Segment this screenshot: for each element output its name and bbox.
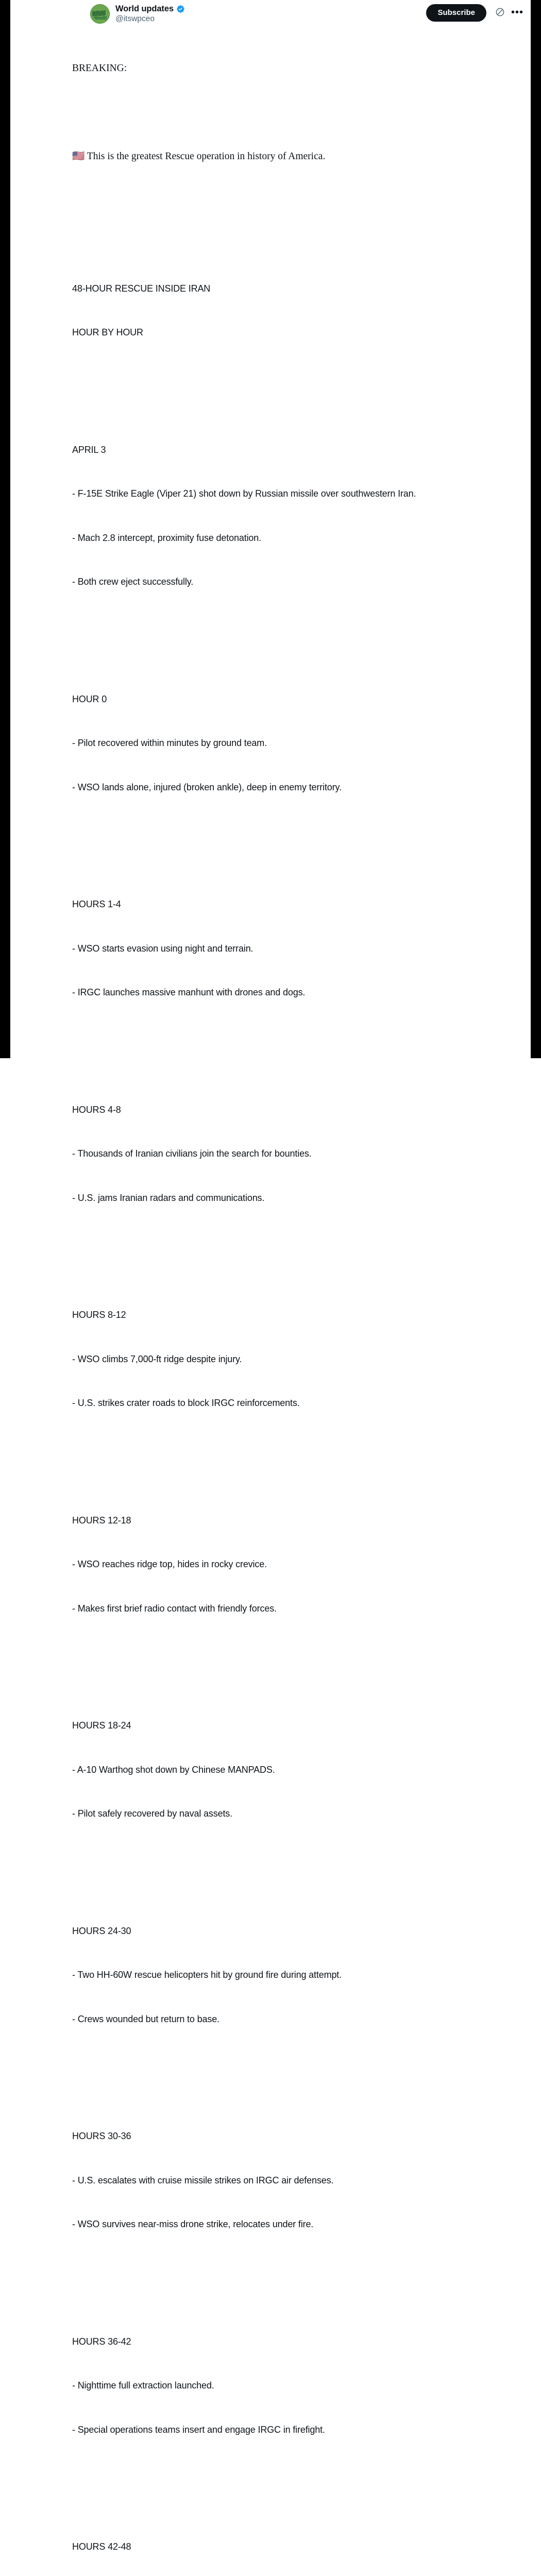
section-item: - Pilot recovered within minutes by ground team.: [72, 736, 518, 751]
title-line-1: 48-HOUR RESCUE INSIDE IRAN: [72, 281, 518, 296]
tweet-card: [10, 0, 531, 1058]
spacer: [72, 2261, 518, 2276]
section-item: - WSO starts evasion using night and terrain.: [72, 941, 518, 956]
section-item: - F-15E Strike Eagle (Viper 21) shot down by Russian missile over southwestern Iran.: [72, 486, 518, 501]
no-ads-icon[interactable]: [495, 7, 505, 20]
spacer: [72, 369, 518, 384]
section-item: - WSO reaches ridge top, hides in rocky crevice.: [72, 1557, 518, 1572]
section-item: - Makes first brief radio contact with friendly forces.: [72, 1601, 518, 1616]
section-item: - Pilot safely recovered by naval assets.: [72, 1806, 518, 1821]
section-heading: HOURS 30-36: [72, 2129, 518, 2144]
spacer: [72, 1645, 518, 1659]
account-name-block[interactable]: [115, 4, 185, 24]
section-item: - U.S. jams Iranian radars and communications.: [72, 1191, 518, 1206]
section-item: - Special operations teams insert and engage IRGC in firefight.: [72, 2422, 518, 2437]
section-item: - Mach 2.8 intercept, proximity fuse detonation.: [72, 531, 518, 546]
section-heading: HOUR 0: [72, 692, 518, 707]
section-item: - Nighttime full extraction launched.: [72, 2378, 518, 2393]
section-item: - IRGC launches massive manhunt with drones and dogs.: [72, 985, 518, 1000]
spacer: [72, 193, 518, 208]
avatar[interactable]: [90, 4, 110, 24]
section-heading: HOURS 8-12: [72, 1308, 518, 1323]
section-item: - WSO survives near-miss drone strike, relocates under fire.: [72, 2217, 518, 2232]
section-heading: APRIL 3: [72, 443, 518, 457]
more-options-icon[interactable]: •••: [511, 7, 523, 18]
section-item: - Both crew eject successfully.: [72, 574, 518, 589]
section-item: - WSO climbs 7,000-ft ridge despite injury.: [72, 1352, 518, 1367]
line-breaking: BREAKING:: [72, 61, 518, 76]
title-line-2: HOUR BY HOUR: [72, 325, 518, 340]
spacer: [72, 619, 518, 633]
section-item: - WSO lands alone, injured (broken ankle), deep in enemy territory.: [72, 780, 518, 795]
spacer: [72, 824, 518, 838]
section-heading: HOURS 12-18: [72, 1513, 518, 1528]
screenshot-root: [0, 0, 541, 1058]
spacer: [72, 1234, 518, 1249]
section-heading: HOURS 24-30: [72, 1924, 518, 1939]
section-item: - A-10 Warthog shot down by Chinese MANPADS.: [72, 1762, 518, 1777]
tweet-text: [10, 30, 531, 2576]
display-name: World updates: [115, 4, 174, 14]
account-handle: @itswpceo: [115, 14, 185, 24]
verified-badge-icon: [176, 5, 185, 13]
section-item: - U.S. escalates with cruise missile strikes on IRGC air defenses.: [72, 2173, 518, 2188]
line-flag: 🇺🇸 This is the greatest Rescue operation in history of America.: [72, 149, 518, 164]
right-gutter: [531, 0, 541, 1058]
spacer: [72, 1440, 518, 1454]
left-gutter: [0, 0, 10, 1058]
section-heading: HOURS 36-42: [72, 2334, 518, 2349]
section-item: - Thousands of Iranian civilians join the search for bounties.: [72, 1146, 518, 1161]
spacer: [72, 1029, 518, 1044]
tweet-header: [10, 0, 531, 30]
section-heading: HOURS 4-8: [72, 1103, 518, 1117]
spacer: [72, 2466, 518, 2481]
section-heading: HOURS 42-48: [72, 2539, 518, 2554]
subscribe-button[interactable]: Subscribe: [426, 4, 486, 22]
spacer: [72, 106, 518, 120]
rescue-timeline: [72, 252, 518, 2576]
section-item: - U.S. strikes crater roads to block IRGC reinforcements.: [72, 1396, 518, 1411]
section-item: - Crews wounded but return to base.: [72, 2012, 518, 2027]
spacer: [72, 1851, 518, 1865]
section-heading: HOURS 1-4: [72, 897, 518, 912]
section-item: - Two HH-60W rescue helicopters hit by ground fire during attempt.: [72, 1968, 518, 1982]
section-heading: HOURS 18-24: [72, 1718, 518, 1733]
spacer: [72, 2056, 518, 2070]
